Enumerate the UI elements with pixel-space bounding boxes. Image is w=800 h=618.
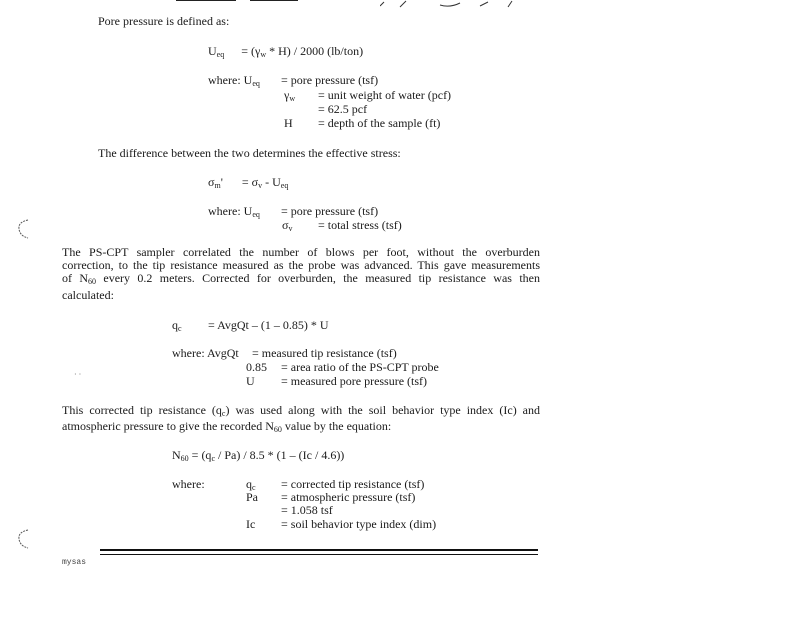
pore-pressure-equation: $U_{eq} = (\gamma_w * H) / 2000$ (lb/ton) (208, 44, 364, 59)
where3-def-2: = area ratio of the PS-CPT probe (281, 360, 439, 374)
binder-hole-mark (16, 528, 30, 550)
n60-paragraph: This corrected tip resistance $(q_c)$ was used along with the soil behavior type index (Ic) and atmospheric pressure to give the recorded $N_{60}$ value by the equation: (62, 403, 541, 435)
top-rule-left (176, 0, 236, 1)
where3-sym-2: 0.85 (246, 360, 267, 374)
tip-resistance-paragraph: The PS-CPT sampler correlated the number of blows per foot, without the overburden correction, to the tip resistance measured as the probe was advanced. This gave measurements of $N_{60}$ every 0.2 meters. Corrected for overburden, the measured tip resistance was then calculated: (62, 245, 540, 302)
binder-hole-mark (16, 218, 30, 240)
where4-def-1: = corrected tip resistance (tsf) (281, 477, 425, 491)
where1-sym-2: $\gamma_w$ (284, 88, 296, 103)
where2-lead: where: $U_{eq}$ (208, 204, 260, 219)
where3-def-3: = measured pore pressure (tsf) (281, 374, 428, 388)
where1-sym-4: H (284, 116, 293, 130)
effective-stress-intro: The difference between the two determines the effective stress: (98, 146, 401, 160)
bottom-rule-thin (100, 554, 538, 555)
bottom-rule-thick (100, 549, 538, 551)
where4-def-2: = atmospheric pressure (tsf) (281, 490, 416, 504)
where4-lead: where: (172, 477, 205, 491)
effective-stress-equation: $\sigma_m' = \sigma_v - U_{eq}$ (208, 175, 289, 190)
where1-def-4: = depth of the sample (ft) (318, 116, 441, 130)
footer-text: mysas (62, 558, 87, 567)
where3-sym-3: U (246, 374, 255, 388)
where2-sym-2: $\sigma_v$ (282, 218, 293, 233)
intro-text: Pore pressure is defined as: (98, 14, 230, 28)
where4-sym-1: $q_c$ (246, 477, 256, 492)
where1-def-1: = pore pressure (tsf) (281, 73, 379, 87)
where4-def-3: = 1.058 tsf (281, 503, 333, 517)
where4-def-4: = soil behavior type index (dim) (281, 517, 437, 531)
where4-sym-4: Ic (246, 517, 256, 531)
where1-def-2: = unit weight of water (pcf) (318, 88, 452, 102)
scan-speck: · · (74, 370, 82, 379)
n60-equation: $N_{60} = (q_c / Pa) / 8.5 * (1 - (Ic / 4.6))$ (172, 448, 345, 463)
where2-def-1: = pore pressure (tsf) (281, 204, 379, 218)
top-rule-right (250, 0, 298, 1)
where4-sym-2: Pa (246, 490, 258, 504)
where3-def-1: = measured tip resistance (tsf) (252, 346, 397, 360)
where1-lead: where: $U_{eq}$ (208, 73, 260, 88)
where1-def-3: = 62.5 pcf (318, 102, 368, 116)
corrected-tip-equation: $q_c$ (172, 318, 182, 333)
where3-lead: where: AvgQt (172, 346, 239, 360)
handwriting-mark (380, 0, 520, 8)
corrected-tip-equation-rhs: = AvgQt – (1 – 0.85) * U (208, 318, 329, 332)
where2-def-2: = total stress (tsf) (318, 218, 402, 232)
